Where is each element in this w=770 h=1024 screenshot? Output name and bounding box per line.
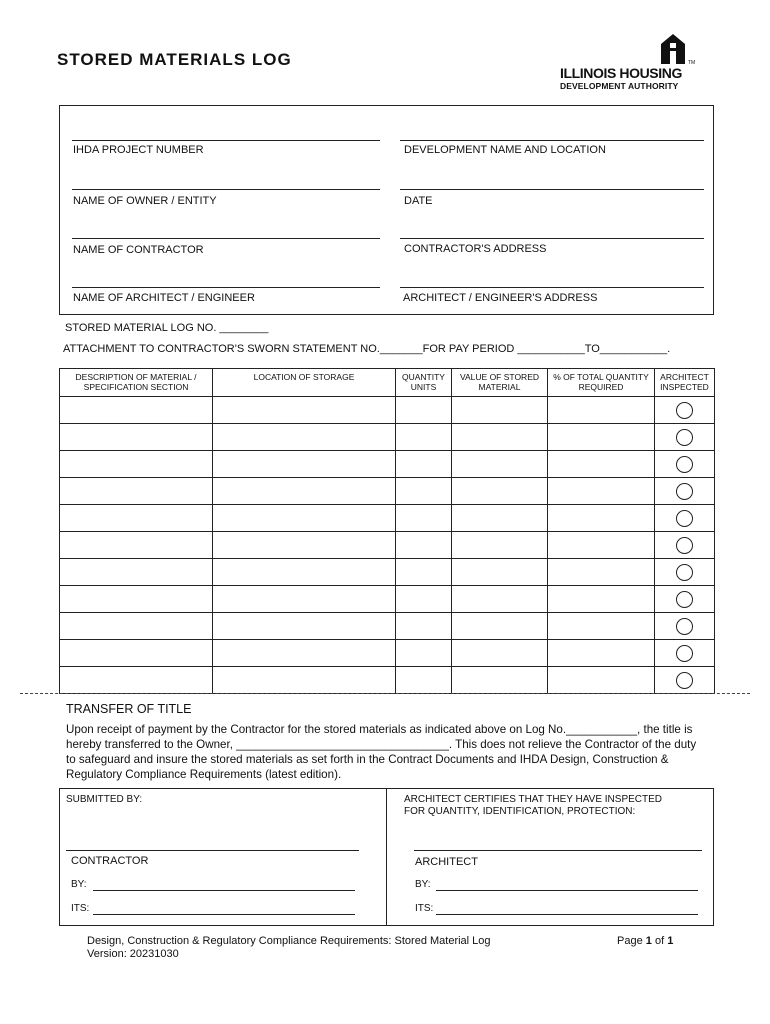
- cell-percent[interactable]: [548, 478, 655, 505]
- cell-description[interactable]: [60, 397, 213, 424]
- cell-inspected[interactable]: [655, 559, 715, 586]
- development-name-line[interactable]: [400, 140, 704, 141]
- owner-label: NAME OF OWNER / ENTITY: [73, 195, 217, 207]
- inspected-checkbox[interactable]: [676, 618, 693, 635]
- architect-by-label: BY:: [415, 879, 431, 890]
- cell-location[interactable]: [213, 424, 396, 451]
- cell-location[interactable]: [213, 532, 396, 559]
- col-description: DESCRIPTION OF MATERIAL / SPECIFICATION SECTION: [60, 369, 213, 397]
- cell-percent[interactable]: [548, 559, 655, 586]
- cell-location[interactable]: [213, 559, 396, 586]
- footer-doc-title: Design, Construction & Regulatory Compliance Requirements: Stored Material Log: [87, 935, 491, 947]
- page-of: of: [654, 935, 665, 947]
- cell-description[interactable]: [60, 451, 213, 478]
- col-quantity: QUANTITY UNITS: [396, 369, 452, 397]
- col-percent: % OF TOTAL QUANTITY REQUIRED: [548, 369, 655, 397]
- project-info-box: [59, 105, 714, 315]
- cell-quantity[interactable]: [396, 505, 452, 532]
- contractor-line[interactable]: [72, 238, 380, 239]
- ihda-project-number-line[interactable]: [72, 140, 380, 141]
- development-name-label: DEVELOPMENT NAME AND LOCATION: [404, 144, 606, 156]
- cell-percent[interactable]: [548, 667, 655, 694]
- cell-quantity[interactable]: [396, 478, 452, 505]
- architect-line[interactable]: [72, 287, 380, 288]
- table-row: [60, 532, 715, 559]
- cell-value[interactable]: [452, 586, 548, 613]
- cell-description[interactable]: [60, 667, 213, 694]
- cell-description[interactable]: [60, 640, 213, 667]
- inspected-checkbox[interactable]: [676, 456, 693, 473]
- table-row: [60, 505, 715, 532]
- architect-signature-line[interactable]: [414, 850, 702, 851]
- cell-value[interactable]: [452, 397, 548, 424]
- page-number: [617, 935, 673, 947]
- architect-sig-label: ARCHITECT: [415, 856, 478, 868]
- cell-inspected[interactable]: [655, 667, 715, 694]
- cell-quantity[interactable]: [396, 613, 452, 640]
- inspected-checkbox[interactable]: [676, 564, 693, 581]
- cell-quantity[interactable]: [396, 667, 452, 694]
- cell-quantity[interactable]: [396, 559, 452, 586]
- logo-line1: ILLINOIS HOUSING: [560, 65, 682, 81]
- cut-line-divider: [20, 693, 750, 694]
- contractor-signature-line[interactable]: [66, 850, 359, 851]
- cell-location[interactable]: [213, 640, 396, 667]
- inspected-checkbox[interactable]: [676, 672, 693, 689]
- cell-location[interactable]: [213, 451, 396, 478]
- trademark: TM: [688, 60, 696, 66]
- transfer-text: Upon receipt of payment by the Contractor for the stored materials as indicated above on Log No.___________, the title is hereby transferred to the Owner, _________________________________. This does not relieve the Contractor of the duty to safeguard and insure the stored materials as set forth in the Contract Documents and IHDA Design, Construction & Regulatory Compliance Requirements (latest edition).: [66, 723, 697, 781]
- table-row: [60, 424, 715, 451]
- contractor-address-line[interactable]: [400, 238, 704, 239]
- cell-percent[interactable]: [548, 613, 655, 640]
- cell-quantity[interactable]: [396, 532, 452, 559]
- table-header-row: [60, 369, 715, 397]
- cell-description[interactable]: [60, 532, 213, 559]
- cell-value[interactable]: [452, 640, 548, 667]
- cell-value[interactable]: [452, 424, 548, 451]
- architect-by-line[interactable]: [436, 890, 698, 891]
- cell-quantity[interactable]: [396, 586, 452, 613]
- ihda-logo: [560, 34, 700, 94]
- table-row: [60, 640, 715, 667]
- house-icon: [660, 34, 686, 64]
- cell-value[interactable]: [452, 478, 548, 505]
- contractor-by-line[interactable]: [93, 890, 355, 891]
- contractor-sig-label: CONTRACTOR: [71, 855, 149, 867]
- cell-percent[interactable]: [548, 505, 655, 532]
- cell-inspected[interactable]: [655, 586, 715, 613]
- table-row: [60, 559, 715, 586]
- cell-inspected[interactable]: [655, 424, 715, 451]
- cell-value[interactable]: [452, 559, 548, 586]
- cell-value[interactable]: [452, 451, 548, 478]
- date-line[interactable]: [400, 189, 704, 190]
- cell-description[interactable]: [60, 478, 213, 505]
- contractor-its-line[interactable]: [93, 914, 355, 915]
- contractor-by-label: BY:: [71, 879, 87, 890]
- cell-percent[interactable]: [548, 532, 655, 559]
- cell-location[interactable]: [213, 586, 396, 613]
- logo-line2: DEVELOPMENT AUTHORITY: [560, 81, 679, 91]
- cell-percent[interactable]: [548, 586, 655, 613]
- log-number: STORED MATERIAL LOG NO. ________: [65, 322, 269, 334]
- footer-version: Version: 20231030: [87, 948, 179, 960]
- cell-location[interactable]: [213, 478, 396, 505]
- cell-percent[interactable]: [548, 397, 655, 424]
- cell-quantity[interactable]: [396, 451, 452, 478]
- cell-inspected[interactable]: [655, 640, 715, 667]
- col-inspected: ARCHITECT INSPECTED: [655, 369, 715, 397]
- inspected-checkbox[interactable]: [676, 402, 693, 419]
- architect-address-label: ARCHITECT / ENGINEER'S ADDRESS: [403, 292, 598, 304]
- page-prefix: Page: [617, 935, 643, 947]
- col-value: VALUE OF STORED MATERIAL: [452, 369, 548, 397]
- cell-inspected[interactable]: [655, 451, 715, 478]
- ihda-project-number-label: IHDA PROJECT NUMBER: [73, 144, 204, 156]
- cell-location[interactable]: [213, 613, 396, 640]
- inspected-checkbox[interactable]: [676, 483, 693, 500]
- cell-inspected[interactable]: [655, 532, 715, 559]
- table-row: [60, 451, 715, 478]
- inspected-checkbox[interactable]: [676, 645, 693, 662]
- cell-location[interactable]: [213, 667, 396, 694]
- cell-inspected[interactable]: [655, 613, 715, 640]
- table-row: [60, 478, 715, 505]
- architect-its-line[interactable]: [436, 914, 698, 915]
- attachment-statement: ATTACHMENT TO CONTRACTOR'S SWORN STATEMENT NO._______FOR PAY PERIOD ___________TO___________.: [63, 343, 671, 355]
- table-row: [60, 613, 715, 640]
- cell-value[interactable]: [452, 532, 548, 559]
- inspected-checkbox[interactable]: [676, 510, 693, 527]
- contractor-label: NAME OF CONTRACTOR: [73, 244, 204, 256]
- cell-percent[interactable]: [548, 640, 655, 667]
- page-current: 1: [645, 935, 652, 947]
- contractor-address-label: CONTRACTOR'S ADDRESS: [404, 243, 547, 255]
- inspected-checkbox[interactable]: [676, 591, 693, 608]
- cell-inspected[interactable]: [655, 478, 715, 505]
- cell-value[interactable]: [452, 613, 548, 640]
- page-title: STORED MATERIALS LOG: [57, 50, 292, 69]
- cell-description[interactable]: [60, 613, 213, 640]
- contractor-its-label: ITS:: [71, 903, 90, 914]
- cell-inspected[interactable]: [655, 505, 715, 532]
- submitted-by-label: SUBMITTED BY:: [66, 794, 143, 805]
- table-row: [60, 397, 715, 424]
- cell-description[interactable]: [60, 424, 213, 451]
- date-label: DATE: [404, 195, 433, 207]
- architect-label: NAME OF ARCHITECT / ENGINEER: [73, 292, 255, 304]
- cell-location[interactable]: [213, 397, 396, 424]
- cell-quantity[interactable]: [396, 424, 452, 451]
- inspected-checkbox[interactable]: [676, 429, 693, 446]
- architect-its-label: ITS:: [415, 903, 434, 914]
- cell-location[interactable]: [213, 505, 396, 532]
- architect-address-line[interactable]: [400, 287, 704, 288]
- cell-quantity[interactable]: [396, 640, 452, 667]
- signature-divider: [386, 788, 387, 926]
- cell-inspected[interactable]: [655, 397, 715, 424]
- page-total: 1: [667, 935, 674, 947]
- cell-description[interactable]: [60, 586, 213, 613]
- cell-description[interactable]: [60, 559, 213, 586]
- col-location: LOCATION OF STORAGE: [213, 369, 396, 397]
- table-row: [60, 667, 715, 694]
- cell-value[interactable]: [452, 667, 548, 694]
- cell-percent[interactable]: [548, 451, 655, 478]
- cell-value[interactable]: [452, 505, 548, 532]
- owner-line[interactable]: [72, 189, 380, 190]
- architect-certifies-label: ARCHITECT CERTIFIES THAT THEY HAVE INSPECTED FOR QUANTITY, IDENTIFICATION, PROTECTION:: [404, 794, 663, 817]
- cell-quantity[interactable]: [396, 397, 452, 424]
- inspected-checkbox[interactable]: [676, 537, 693, 554]
- table-row: [60, 586, 715, 613]
- cell-percent[interactable]: [548, 424, 655, 451]
- cell-description[interactable]: [60, 505, 213, 532]
- transfer-heading: TRANSFER OF TITLE: [66, 702, 192, 716]
- stored-materials-table: [59, 368, 715, 694]
